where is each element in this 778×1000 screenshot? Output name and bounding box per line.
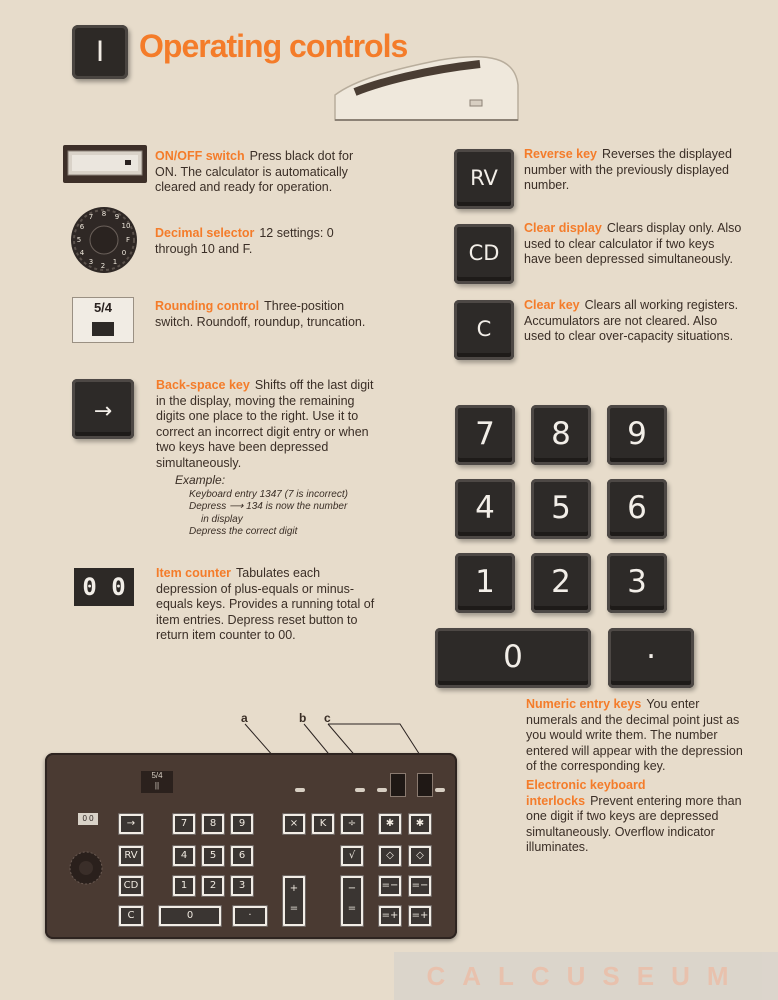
item-counter-heading: Item counter <box>156 566 232 580</box>
back-space-key <box>72 379 134 439</box>
right-arrow-icon: → <box>93 399 113 424</box>
decimal-point-key: · <box>608 628 694 688</box>
rounding-text: Three-position switch. Roundoff, roundup, truncation. <box>155 299 366 329</box>
clear-display-description <box>524 221 744 268</box>
kb-plus-equals-key: + = <box>282 875 306 927</box>
kb-indicator-light <box>355 788 365 792</box>
kb-digit-key: 2 <box>201 875 225 897</box>
kb-accum-plus-key: =+ <box>408 905 432 927</box>
kb-digit-key: 1 <box>172 875 196 897</box>
decimal-selector-dial-icon <box>69 205 139 275</box>
numeric-key: 4 <box>455 479 515 539</box>
backspace-description <box>156 378 378 471</box>
clear-display-heading: Clear display <box>524 221 602 235</box>
chapter-key-icon: I <box>72 25 128 79</box>
kb-op-key: K <box>311 813 335 835</box>
kb-memory-key: ✱ <box>378 813 402 835</box>
callout-a: a <box>241 711 248 725</box>
rounding-label: 5/4 <box>93 300 113 315</box>
kb-indicator-light <box>295 788 305 792</box>
rounding-control-icon <box>72 297 134 343</box>
item-counter-icon <box>74 568 134 606</box>
kb-digit-key: 3 <box>230 875 254 897</box>
svg-text:3: 3 <box>88 258 94 266</box>
page-title: Operating controls <box>139 28 408 64</box>
reverse-heading: Reverse key <box>524 147 597 161</box>
onoff-description <box>155 149 375 196</box>
svg-text:7: 7 <box>88 213 94 221</box>
kb-digit-key: 5 <box>201 845 225 867</box>
reverse-key: RV <box>454 149 514 209</box>
backspace-text: Shifts off the last digit in the display, moving the remaining digits one place to the right. Use it to correct an incorrect digit entry or when two keys have been depressed simultaneously. <box>156 378 374 470</box>
calculator-profile-illustration <box>330 40 530 130</box>
clear-display-key: CD <box>454 224 514 284</box>
example-line-1: Keyboard entry 1347 (7 is incorrect) <box>189 488 348 500</box>
onoff-switch-icon <box>63 145 147 183</box>
onoff-text: Press black dot for ON. The calculator is automatically cleared and ready for operation. <box>155 149 354 194</box>
decimal-heading: Decimal selector <box>155 226 255 240</box>
kb-point-key: · <box>232 905 268 927</box>
interlocks-text: Prevent entering more than one digit if two keys are depressed simultaneously. Overflow indicator illuminates. <box>526 793 742 854</box>
rounding-description <box>155 299 375 330</box>
kb-minus-equals-key: − = <box>340 875 364 927</box>
numeric-key: 5 <box>531 479 591 539</box>
kb-op-key: ÷ <box>340 813 364 835</box>
clear-text: Clears all working registers. Accumulators are not cleared. Also used to clear over-capacity situations. <box>524 298 739 343</box>
svg-text:5: 5 <box>76 236 82 244</box>
kb-zero-key: 0 <box>158 905 222 927</box>
kb-left-key: C <box>118 905 144 927</box>
item-counter-description <box>156 566 378 644</box>
kb-left-key: RV <box>118 845 144 867</box>
numeric-key: 2 <box>531 553 591 613</box>
interlocks-description <box>526 778 748 856</box>
kb-digit-key: 8 <box>201 813 225 835</box>
kb-memory-recall-key: ◇ <box>378 845 402 867</box>
numeric-key: 6 <box>607 479 667 539</box>
backspace-example <box>175 474 348 539</box>
zero-key: 0 <box>435 628 591 688</box>
svg-text:1: 1 <box>112 258 118 266</box>
kb-digit-key: 4 <box>172 845 196 867</box>
kb-accum-minus-key: =− <box>378 875 402 897</box>
kb-slide-switch <box>417 773 433 797</box>
clear-key: C <box>454 300 514 360</box>
kb-digit-key: 6 <box>230 845 254 867</box>
numeric-entry-text: You enter numerals and the decimal point just as you would write them. The number entered will appear with the depression of the corresponding key. <box>526 697 743 773</box>
kb-indicator-light <box>377 788 387 792</box>
numeric-entry-description <box>526 697 748 775</box>
kb-backspace-key: → <box>118 813 144 835</box>
kb-decimal-dial-icon <box>69 851 103 885</box>
kb-memory-key: ✱ <box>408 813 432 835</box>
svg-text:6: 6 <box>79 223 85 231</box>
svg-text:8: 8 <box>101 210 107 218</box>
numeric-entry-heading: Numeric entry keys <box>526 697 642 711</box>
kb-sqrt-key: √ <box>340 845 364 867</box>
kb-digit-key: 7 <box>172 813 196 835</box>
svg-text:0: 0 <box>121 249 127 257</box>
decimal-text: 12 settings: 0 through 10 and F. <box>155 226 334 256</box>
clear-heading: Clear key <box>524 298 580 312</box>
callout-c: c <box>324 711 331 725</box>
kb-left-key: CD <box>118 875 144 897</box>
item-counter-text: Tabulates each depression of plus-equals or minus-equals keys. Provides a running total of item entries. Depress reset button to return item counter to 00. <box>156 566 375 642</box>
svg-text:10: 10 <box>121 222 131 230</box>
decimal-description <box>155 226 375 257</box>
counter-digits: 0 0 <box>82 573 126 601</box>
example-line-3: in display <box>201 513 243 525</box>
clear-description <box>524 298 746 345</box>
kb-item-counter: 0 0 <box>78 813 98 825</box>
reverse-description <box>524 147 742 194</box>
interlocks-heading: Electronic keyboard interlocks <box>526 778 646 808</box>
numeric-key: 9 <box>607 405 667 465</box>
svg-text:2: 2 <box>100 262 106 270</box>
example-line-2: Depress ⟶ 134 is now the number <box>189 501 348 512</box>
example-line-4: Depress the correct digit <box>189 526 298 537</box>
kb-slide-switch <box>390 773 406 797</box>
onoff-heading: ON/OFF switch <box>155 149 245 163</box>
kb-indicator-light <box>435 788 445 792</box>
example-title: Example: <box>175 473 226 487</box>
numeric-key: 3 <box>607 553 667 613</box>
calcuseum-watermark <box>394 952 778 1000</box>
clear-display-text: Clears display only. Also used to clear calculator if two keys have been depressed simultaneously. <box>524 221 742 266</box>
kb-accum-minus-key: =− <box>408 875 432 897</box>
kb-rounding-switch: 5/4 || <box>141 771 173 793</box>
svg-text:9: 9 <box>114 213 120 221</box>
numeric-key: 1 <box>455 553 515 613</box>
arrow-icon: ⟶ <box>229 501 244 512</box>
numeric-key: 8 <box>531 405 591 465</box>
rounding-heading: Rounding control <box>155 299 260 313</box>
svg-text:F: F <box>125 236 131 244</box>
kb-memory-recall-key: ◇ <box>408 845 432 867</box>
backspace-heading: Back-space key <box>156 378 250 392</box>
numeric-key: 7 <box>455 405 515 465</box>
calculator-keyboard-illustration <box>45 753 457 939</box>
svg-text:4: 4 <box>79 249 85 257</box>
kb-digit-key: 9 <box>230 813 254 835</box>
kb-op-key: × <box>282 813 306 835</box>
watermark-text: CALCUSEUM <box>426 961 746 991</box>
kb-accum-plus-key: =+ <box>378 905 402 927</box>
reverse-text: Reverses the displayed number with the previously displayed number. <box>524 147 732 192</box>
callout-b: b <box>299 711 307 725</box>
